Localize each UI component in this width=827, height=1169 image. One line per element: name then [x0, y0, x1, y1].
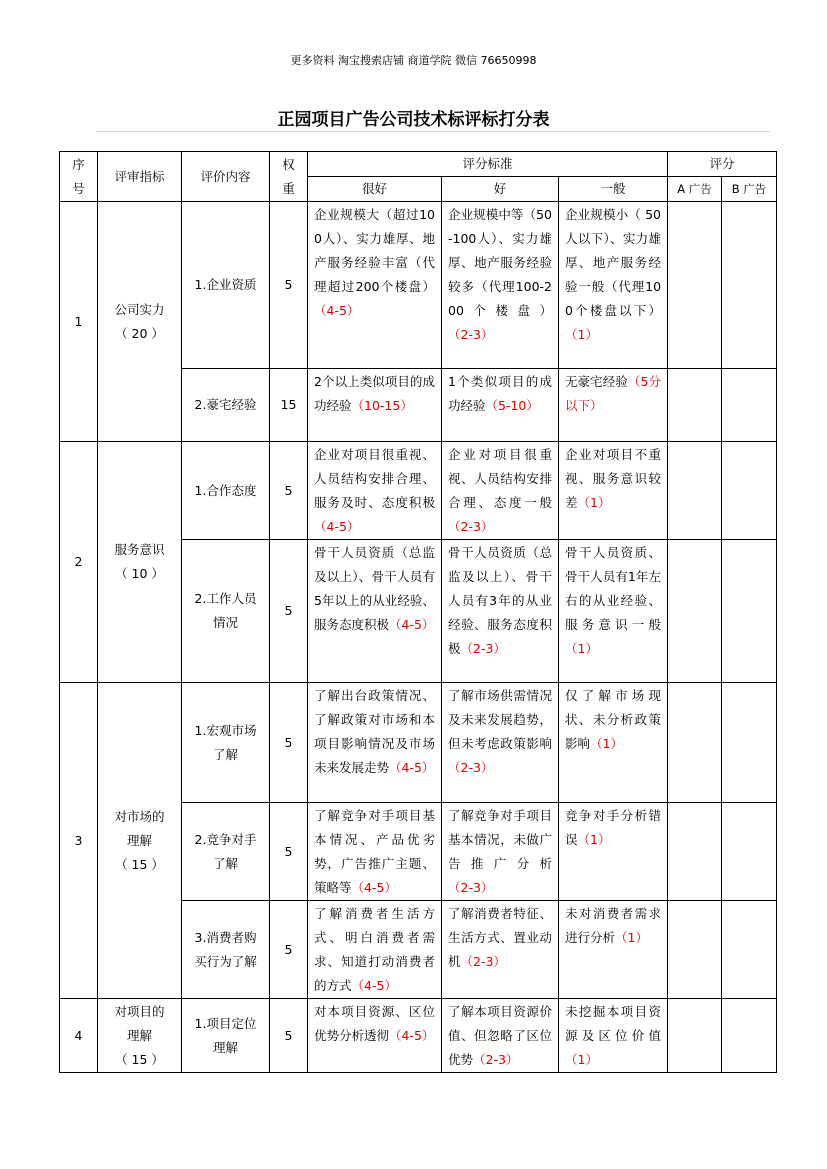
item-content: 3.消费者购买行为了解	[182, 901, 270, 999]
section-seq: 3	[60, 683, 98, 999]
criteria-good	[442, 901, 559, 999]
criteria-text: 1个类似项目的成功经验	[448, 374, 552, 413]
criteria-very-good	[308, 202, 442, 369]
indicator-label: 服务意识	[114, 542, 165, 557]
score-cell-ad-a[interactable]	[668, 803, 722, 901]
criteria-text: 无豪宅经验	[565, 374, 628, 389]
criteria-score-range: （2-3）	[473, 1052, 519, 1067]
item-weight: 5	[270, 999, 308, 1073]
indicator-score: （ 20 ）	[115, 325, 164, 341]
score-cell-ad-a[interactable]	[668, 369, 722, 442]
score-cell-ad-b[interactable]	[722, 683, 777, 803]
col-indicator-header: 评审指标	[98, 152, 182, 202]
criteria-score-range: （4-5）	[351, 880, 397, 895]
criteria-text: 了解市场供需情况及未来发展趋势，但未考虑政策影响	[448, 688, 552, 751]
criteria-text: 未挖掘本项目资源及区位价值	[565, 1004, 662, 1043]
criteria-score-range: （1）	[577, 832, 611, 847]
section-seq: 1	[60, 202, 98, 442]
criteria-good	[442, 369, 559, 442]
score-cell-ad-b[interactable]	[722, 999, 777, 1073]
criteria-good	[442, 803, 559, 901]
criteria-score-range: （4-5）	[314, 519, 360, 534]
col-ad-a-header: A 广告	[668, 177, 722, 202]
criteria-text: 了解本项目资源价值、但忽略了区位优势	[448, 1004, 552, 1067]
item-content: 2.竞争对手了解	[182, 803, 270, 901]
item-weight: 5	[270, 442, 308, 540]
indicator-score: （ 10 ）	[115, 566, 164, 581]
criteria-very-good	[308, 901, 442, 999]
criteria-good	[442, 442, 559, 540]
criteria-text: 企业对项目很重视、人员结构安排合理、态度一般	[448, 447, 552, 510]
criteria-text: 企业对项目很重视、人员结构安排合理、服务及时、态度积极	[314, 447, 435, 510]
criteria-very-good	[308, 683, 442, 803]
score-cell-ad-a[interactable]	[668, 202, 722, 369]
criteria-score-range: （1）	[565, 327, 598, 342]
criteria-text: 骨干人员资质（总监及以上）、骨干人员有5年以上的从业经验、服务态度积极	[314, 545, 435, 632]
criteria-average	[559, 901, 668, 999]
item-content: 1.合作态度	[182, 442, 270, 540]
criteria-text: 骨干人员资质（总监及以上）、骨干人员有3年的从业经验、服务态度积极	[448, 545, 552, 656]
criteria-score-range: （2-3）	[448, 327, 494, 342]
header-note: 更多资料 淘宝搜索店铺 商道学院 微信 76650998	[290, 54, 537, 67]
col-very-good-header: 很好	[308, 177, 442, 202]
criteria-good	[442, 540, 559, 683]
criteria-score-range: （4-5）	[351, 978, 397, 993]
item-weight: 15	[270, 369, 308, 442]
section-indicator	[98, 442, 182, 683]
item-content: 1.企业资质	[182, 202, 270, 369]
criteria-score-range: （1）	[577, 495, 611, 510]
table-row	[60, 442, 777, 540]
criteria-score-range: （2-3）	[448, 880, 494, 895]
criteria-average	[559, 442, 668, 540]
item-content: 1.宏观市场了解	[182, 683, 270, 803]
score-cell-ad-a[interactable]	[668, 540, 722, 683]
section-indicator	[98, 999, 182, 1073]
score-cell-ad-b[interactable]	[722, 369, 777, 442]
criteria-text: 仅了解市场现状、未分析政策影响	[565, 688, 662, 751]
indicator-score: （ 15 ）	[115, 1051, 164, 1067]
item-weight: 5	[270, 901, 308, 999]
criteria-very-good	[308, 540, 442, 683]
item-content: 1.项目定位理解	[182, 999, 270, 1073]
criteria-average	[559, 202, 668, 369]
criteria-score-range: （1）	[615, 930, 648, 945]
col-content-header: 评价内容	[182, 152, 270, 202]
score-cell-ad-a[interactable]	[668, 901, 722, 999]
criteria-score-range: （2-3）	[448, 519, 494, 534]
criteria-score-range: （4-5）	[314, 303, 360, 318]
indicator-label: 对项目的理解	[114, 1003, 165, 1043]
criteria-text: 了解消费者特征、生活方式、置业动机	[448, 906, 552, 969]
criteria-average	[559, 540, 668, 683]
col-ad-b-header: B 广告	[722, 177, 777, 202]
col-good-header: 好	[442, 177, 559, 202]
criteria-score-range: （2-3）	[460, 954, 506, 969]
criteria-score-range: （5-10）	[485, 398, 539, 413]
title-divider	[96, 131, 770, 132]
criteria-score-range: （1）	[590, 736, 623, 751]
criteria-text: 了解消费者生活方式、明白消费者需求、知道打动消费者的方式	[314, 906, 435, 993]
criteria-good	[442, 202, 559, 369]
scoring-table	[59, 151, 777, 1073]
criteria-score-range: （4-5）	[389, 760, 435, 775]
criteria-text: 未对消费者需求进行分析	[565, 906, 662, 945]
criteria-text: 骨干人员资质、骨干人员有1年左右的从业经验、服务意识一般	[565, 545, 662, 632]
criteria-score-range: （10-15）	[351, 398, 413, 413]
header-row-1	[60, 152, 777, 177]
score-cell-ad-b[interactable]	[722, 901, 777, 999]
criteria-text: 了解竞争对手项目基本情况、产品优劣势，广告推广主题、策略等	[314, 808, 435, 895]
table-row	[60, 999, 777, 1073]
indicator-label: 公司实力	[114, 301, 165, 317]
criteria-score-range: （5分以下）	[565, 374, 662, 413]
score-cell-ad-a[interactable]	[668, 442, 722, 540]
item-content: 2.豪宅经验	[182, 369, 270, 442]
indicator-label: 对市场的理解	[114, 808, 165, 848]
criteria-very-good	[308, 369, 442, 442]
col-average-header: 一般	[559, 177, 668, 202]
criteria-score-range: （2-3）	[448, 760, 494, 775]
item-weight: 5	[270, 202, 308, 369]
col-weight-header: 权重	[270, 152, 308, 202]
score-cell-ad-b[interactable]	[722, 442, 777, 540]
item-weight: 5	[270, 540, 308, 683]
score-cell-ad-b[interactable]	[722, 803, 777, 901]
criteria-score-range: （1）	[565, 641, 598, 656]
score-cell-ad-a[interactable]	[668, 683, 722, 803]
item-weight: 5	[270, 803, 308, 901]
item-content: 2.工作人员情况	[182, 540, 270, 683]
score-cell-ad-b[interactable]	[722, 540, 777, 683]
criteria-very-good	[308, 803, 442, 901]
criteria-text: 企业规模中等（50-100人）、实力雄厚、地产服务经验较多（代理100-200个楼盘）	[448, 207, 552, 318]
table-row	[60, 683, 777, 803]
item-weight: 5	[270, 683, 308, 803]
criteria-very-good	[308, 999, 442, 1073]
criteria-good	[442, 683, 559, 803]
score-cell-ad-a[interactable]	[668, 999, 722, 1073]
criteria-text: 企业规模大（超过100人）、实力雄厚、地产服务经验丰富（代理超过200个楼盘）	[314, 207, 435, 294]
criteria-good	[442, 999, 559, 1073]
criteria-average	[559, 369, 668, 442]
criteria-text: 2个以上类似项目的成功经验	[314, 374, 435, 413]
criteria-text: 企业规模小（ 50 人以下）、实力雄厚、地产服务经验一般（代理100个楼盘以下）	[565, 207, 662, 318]
criteria-average	[559, 803, 668, 901]
criteria-score-range: （4-5）	[389, 617, 435, 632]
col-standard-header: 评分标准	[308, 152, 668, 177]
table-row	[60, 202, 777, 369]
section-indicator	[98, 683, 182, 999]
criteria-score-range: （4-5）	[389, 1028, 435, 1043]
criteria-text: 对本项目资源、区位优势分析透彻	[314, 1004, 435, 1043]
criteria-average	[559, 999, 668, 1073]
criteria-text: 了解出台政策情况、了解政策对市场和本项目影响情况及市场未来发展走势	[314, 688, 435, 775]
col-score-header: 评分	[668, 152, 777, 177]
criteria-text: 了解竞争对手项目基本情况，未做广告推广分析	[448, 808, 552, 871]
section-indicator	[98, 202, 182, 442]
indicator-score: （ 15 ）	[115, 856, 164, 872]
document-title: 正园项目广告公司技术标评标打分表	[277, 110, 550, 130]
criteria-average	[559, 683, 668, 803]
criteria-score-range: （2-3）	[460, 641, 506, 656]
section-seq: 2	[60, 442, 98, 683]
criteria-very-good	[308, 442, 442, 540]
section-seq: 4	[60, 999, 98, 1073]
criteria-text: 竞争对手分析错误	[565, 808, 662, 847]
criteria-text: 企业对项目不重视、服务意识较差	[565, 447, 662, 510]
col-seq-header: 序号	[60, 152, 98, 202]
score-cell-ad-b[interactable]	[722, 202, 777, 369]
criteria-score-range: （1）	[565, 1052, 598, 1067]
